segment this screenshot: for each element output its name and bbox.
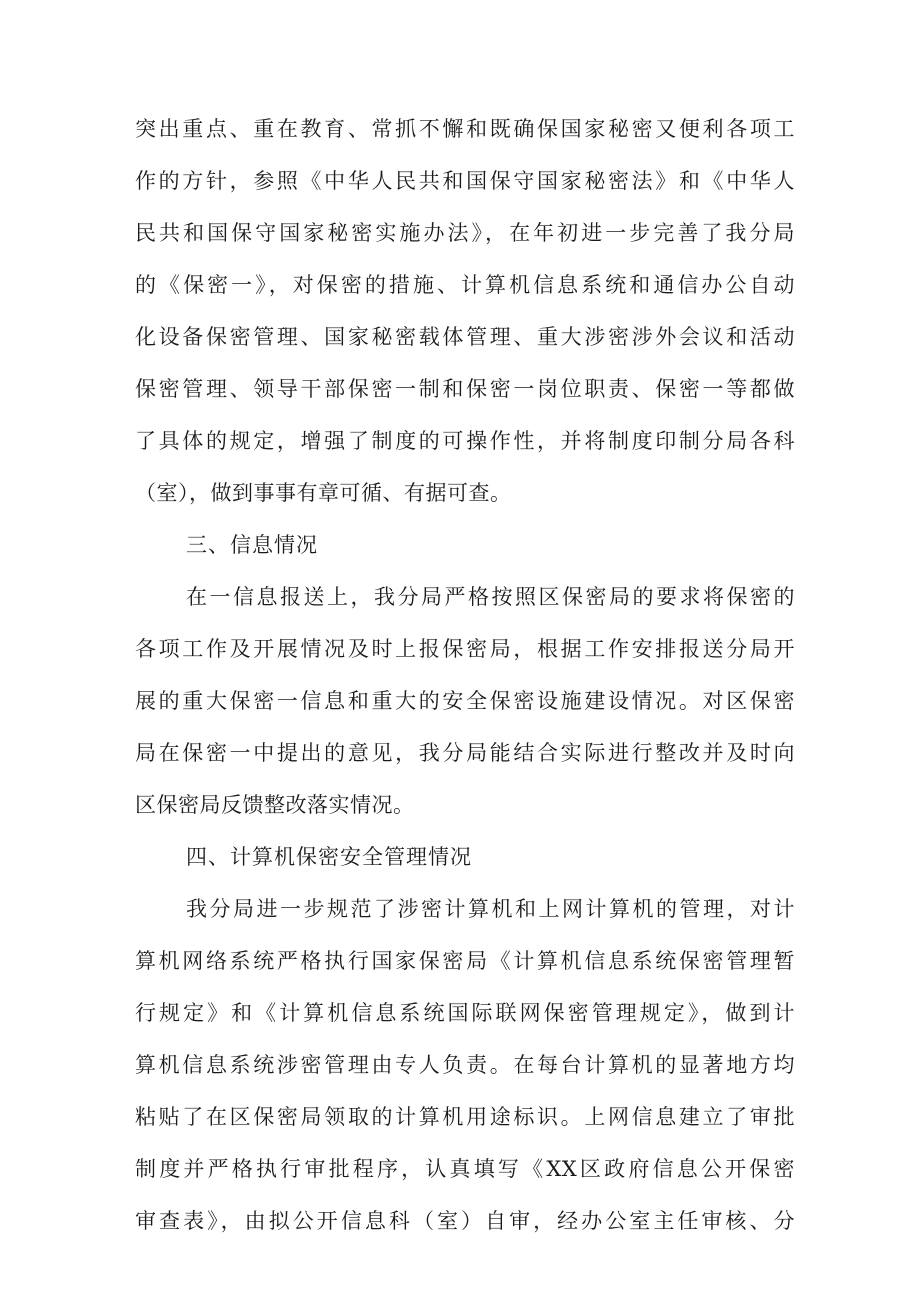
text-line: 民共和国保守国家秘密实施办法》，在年初进一步完善了我分局	[135, 221, 795, 245]
text-line: 粘贴了在区保密局领取的计算机用途标识。上网信息建立了审批	[135, 1105, 795, 1129]
text-line: 局在保密一中提出的意见，我分局能结合实际进行整改并及时向	[135, 741, 795, 765]
text-line: 各项工作及开展情况及时上报保密局，根据工作安排报送分局开	[135, 637, 795, 661]
text-line: 行规定》和《计算机信息系统国际联网保密管理规定》，做到计	[135, 1001, 795, 1025]
text-line: 算机网络系统严格执行国家保密局《计算机信息系统保密管理暂	[135, 949, 795, 973]
section-4-paragraph	[135, 883, 795, 1247]
section-3-paragraph	[135, 571, 795, 831]
text-line: 作的方针，参照《中华人民共和国保守国家秘密法》和《中华人	[135, 169, 795, 193]
text-line: 算机信息系统涉密管理由专人负责。在每台计算机的显著地方均	[135, 1053, 795, 1077]
paragraph-1	[135, 103, 795, 519]
text-line: 的《保密一》，对保密的措施、计算机信息系统和通信办公自动	[135, 273, 795, 297]
section-3-heading: 三、信息情况	[186, 533, 318, 557]
text-line: 了具体的规定，增强了制度的可操作性，并将制度印制分局各科	[135, 429, 795, 453]
text-line: （室），做到事事有章可循、有据可查。	[135, 481, 512, 505]
text-line: 审查表》，由拟公开信息科（室）自审，经办公室主任审核、分	[135, 1209, 795, 1233]
text-line: 我分局进一步规范了涉密计算机和上网计算机的管理，对计	[186, 897, 795, 921]
text-line: 制度并严格执行审批程序，认真填写《XX区政府信息公开保密	[135, 1157, 795, 1181]
text-line: 展的重大保密一信息和重大的安全保密设施建设情况。对区保密	[135, 689, 795, 713]
text-line: 在一信息报送上，我分局严格按照区保密局的要求将保密的	[186, 585, 795, 609]
section-4-heading: 四、计算机保密安全管理情况	[186, 845, 472, 869]
document-body	[135, 103, 795, 1247]
text-line: 保密管理、领导干部保密一制和保密一岗位职责、保密一等都做	[135, 377, 795, 401]
text-line: 化设备保密管理、国家秘密载体管理、重大涉密涉外会议和活动	[135, 325, 795, 349]
text-line: 突出重点、重在教育、常抓不懈和既确保国家秘密又便利各项工	[135, 117, 795, 141]
text-line: 区保密局反馈整改落实情况。	[135, 793, 415, 817]
